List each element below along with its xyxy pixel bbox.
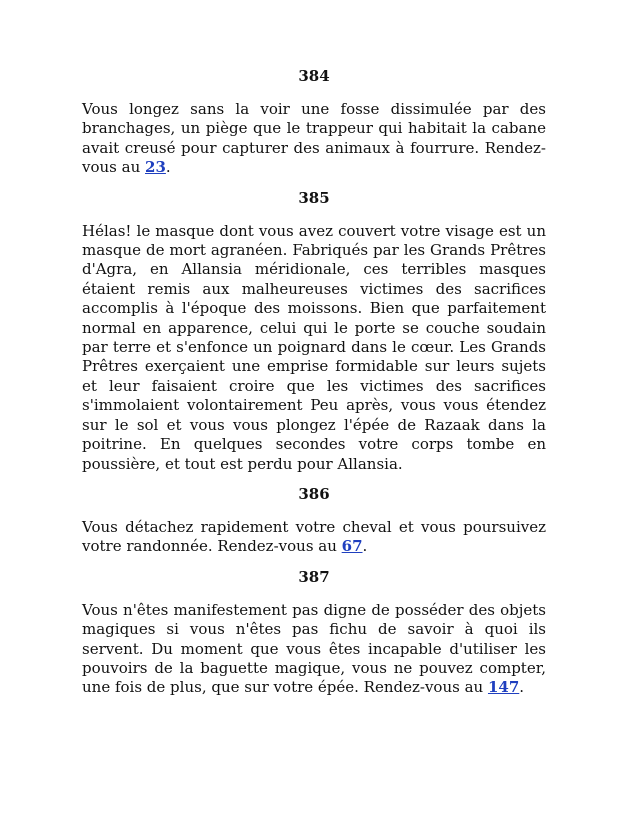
paragraph-end: . (362, 537, 368, 556)
paragraph-end: . (165, 158, 171, 177)
section-paragraph (82, 100, 546, 178)
paragraph-end: . (519, 678, 525, 697)
section-paragraph (82, 601, 546, 698)
section-number: 387 (298, 567, 330, 586)
paragraph-text: Vous longez sans la voir une fosse dissimulée par des branchages, un piège que le trappeur qui habitait la cabane avait creusé pour capturer des animaux à fourrure. Rendez-vous au (82, 100, 546, 177)
goto-section-link[interactable]: 67 (341, 537, 363, 556)
section-number: 385 (298, 188, 330, 207)
section-paragraph (82, 518, 546, 557)
section-386 (82, 484, 546, 557)
paragraph-text: Vous n'êtes manifestement pas digne de posséder des objets magiques si vous n'êtes pas fichu de savoir à quoi ils servent. Du moment que vous êtes incapable d'utiliser les pouvoirs de la baguette magique, vous ne pouvez compter, une fois de plus, que sur votre épée. Rendez-vous au (82, 600, 546, 697)
section-387 (82, 567, 546, 698)
section-384 (82, 66, 546, 178)
goto-section-link[interactable]: 23 (145, 158, 166, 177)
section-385 (82, 188, 546, 474)
section-paragraph: Hélas! le masque dont vous avez couvert votre visage est un masque de mort agranéen. Fabriqués par les Grands Prêtres d'Agra, en Allansia méridionale, ces terribles masques étaient remis aux malheureuses victimes des sacrifices accomplis à l'époque des moissons. Bien que parfaitement normal en apparence, celui qui le porte se couche soudain par terre et s'enfonce un poignard dans le cœur. Les Grands Prêtres exerçaient une emprise formidable sur leurs sujets et leur faisaient croire que les victimes des sacrifices s'immolaient volontairement Peu après, vous vous étendez sur le sol et vous vous plongez l'épée de Razaak dans la poitrine. En quelques secondes votre corps tombe en poussière, et tout est perdu pour Allansia. (82, 221, 546, 473)
book-page (82, 66, 546, 708)
goto-section-link[interactable]: 147 (487, 678, 520, 697)
paragraph-text: Vous détachez rapidement votre cheval et vous poursuivez votre randonnée. Rendez-vous au (82, 517, 546, 556)
section-number: 384 (298, 67, 330, 85)
section-number: 386 (298, 484, 330, 503)
